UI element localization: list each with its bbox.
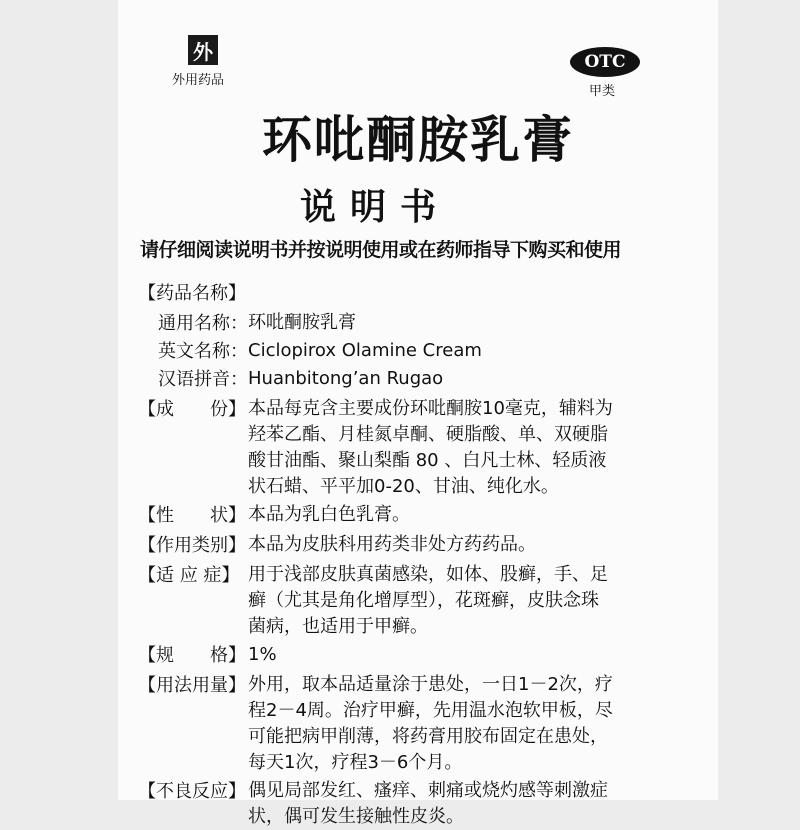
text-line: 偶见局部发红、瘙痒、刺痛或烧灼感等刺激症: [248, 780, 608, 801]
field-label: 英文名称：: [158, 341, 248, 362]
text-line: 羟苯乙酯、月桂氮卓酮、硬脂酸、单、双硬脂: [248, 424, 608, 445]
text-line: 状，偶可发生接触性皮炎。: [248, 806, 464, 827]
section-label: 【成 份】: [138, 399, 246, 420]
field-value: Huanbitong’an Rugao: [248, 368, 444, 389]
usage-notice: 请仔细阅读说明书并按说明使用或在药师指导下购买和使用: [140, 239, 622, 261]
otc-logo: OTC: [570, 47, 640, 77]
section-label: 【药品名称】: [138, 283, 246, 304]
section-text: [248, 672, 698, 776]
external-use-label: 外用药品: [172, 73, 225, 88]
section-label: 【适 应 症】: [138, 565, 240, 586]
text-line: 可能把病甲削薄，将药膏用胶布固定在患处，: [248, 726, 608, 747]
section-composition: [138, 396, 698, 500]
leaflet-body: [138, 280, 698, 830]
text-line: 外用，取本品适量涂于患处，一日1－2次，疗: [248, 674, 613, 695]
section-label: 【不良反应】: [138, 781, 246, 802]
section-text: [248, 778, 698, 830]
text-line: 用于浅部皮肤真菌感染，如体、股癣，手、足: [248, 564, 608, 585]
field-label: 汉语拼音：: [158, 369, 248, 390]
text-line: 程2－4周。治疗甲癣，先用温水泡软甲板，尽: [248, 700, 613, 721]
field-generic-name: [138, 310, 698, 338]
drug-title: 环吡酮胺乳膏: [262, 111, 574, 169]
section-text: 本品为皮肤科用药类非处方药药品。: [248, 534, 536, 555]
section-label: 【作用类别】: [138, 535, 246, 556]
text-line: 每天1次，疗程3－6个月。: [248, 752, 463, 773]
field-english-name: [138, 338, 698, 366]
external-use-badge: 外: [188, 35, 218, 65]
section-label: 【性 状】: [138, 505, 246, 526]
text-line: 癣（尤其是角化增厚型），花斑癣，皮肤念珠: [248, 590, 599, 611]
otc-class-label: 甲类: [589, 84, 616, 99]
text-line: 状石蜡、平平加0-20、甘油、纯化水。: [248, 476, 559, 497]
section-text: [248, 396, 698, 500]
field-value: Ciclopirox Olamine Cream: [248, 340, 482, 361]
section-text: 1%: [248, 644, 277, 665]
leaflet-subtitle: 说明书: [300, 187, 451, 228]
section-label: 【规 格】: [138, 645, 246, 666]
section-label: 【用法用量】: [138, 675, 246, 696]
text-line: 酸甘油酯、聚山梨酯 80 、白凡士林、轻质液: [248, 450, 607, 471]
text-line: 菌病，也适用于甲癣。: [248, 616, 428, 637]
section-text: 本品为乳白色乳膏。: [248, 504, 410, 525]
field-pinyin: [138, 366, 698, 394]
section-specification: [138, 642, 698, 670]
section-category: [138, 532, 698, 560]
section-drug-name: [138, 280, 698, 308]
section-appearance: [138, 502, 698, 530]
text-line: 本品每克含主要成份环吡酮胺10毫克，辅料为: [248, 398, 613, 419]
section-adverse-reactions: [138, 778, 698, 830]
section-dosage: [138, 672, 698, 776]
section-text: [248, 562, 698, 640]
field-value: 环吡酮胺乳膏: [248, 312, 356, 333]
field-label: 通用名称：: [158, 313, 248, 334]
section-indications: [138, 562, 698, 640]
